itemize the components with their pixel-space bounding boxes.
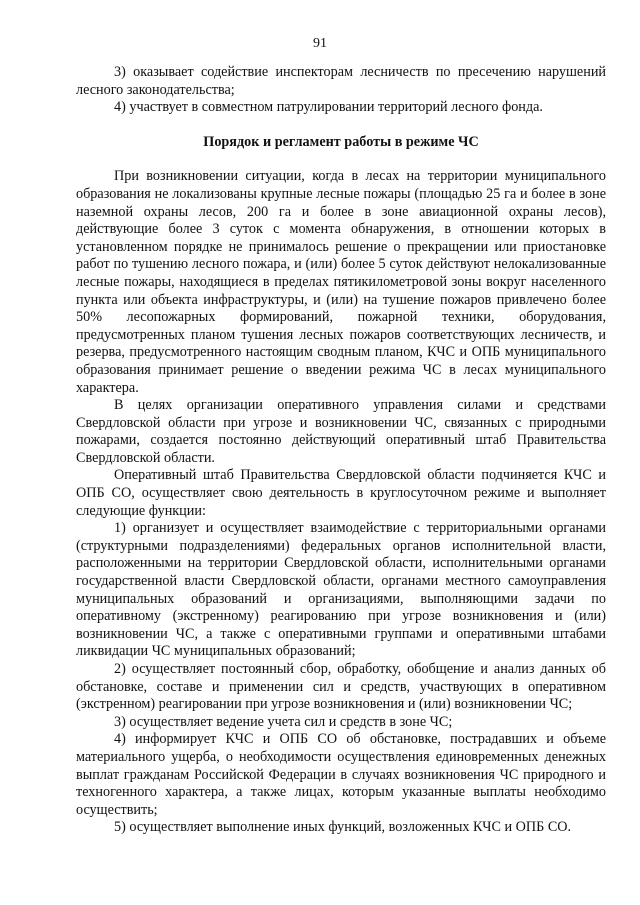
paragraph-emergency-regime: При возникновении ситуации, когда в лесах на территории муниципального образования не локализованы крупные лесные пожары (площадью 25 га и более в зоне наземной охраны лесов, 200 га и более в зоне авиационной охраны лесов), действующие более 3 суток с момента обнаружения, в отношении которых в установленном порядке не принималось решение о прекращении или приостановке работ по тушению лесного пожара, и (или) более 5 суток действуют нелокализованные лесные пожары, находящиеся в пределах пятикилометровой зоны вокруг населенного пункта или объекта инфраструктуры, и (или) на тушение пожаров привлечено более 50% лесопожарных формирований, пожарной техники, оборудования, предусмотренных планом тушения лесных пожаров соответствующих лесничеств, и резерва, предусмотренного настоящим сводным планом, КЧС и ОПБ муниципального образования принимает решение о введении режима ЧС в лесах муниципального характера. bbox=[76, 168, 606, 396]
function-item-2: 2) осуществляет постоянный сбор, обработку, обобщение и анализ данных об обстановке, составе и применении сил и средств, участвующих в оперативном (экстренном) реагировании при угрозе возникновения и (или) возникновении ЧС; bbox=[76, 661, 606, 713]
function-item-3: 3) осуществляет ведение учета сил и средств в зоне ЧС; bbox=[114, 713, 453, 730]
page-number: 91 bbox=[313, 36, 327, 51]
function-item-1: 1) организует и осуществляет взаимодействие с территориальными органами (структурными подразделениями) федеральных органов исполнительной власти, расположенными на территории Свердловской области, исполнительными органами государственной власти Свердловской области, органами местного самоуправления муниципальных образований и организациями, выполняющими задачи по оперативному (экстренному) реагированию при угрозе возникновения и (или) возникновении ЧС, а также с оперативными группами и оперативными штабами ликвидации ЧС муниципальных образований; bbox=[76, 520, 606, 660]
paragraph-headquarters-functions: Оперативный штаб Правительства Свердловской области подчиняется КЧС и ОПБ СО, осуществляет свою деятельность в круглосуточном режиме и выполняет следующие функции: bbox=[76, 467, 606, 519]
document-body bbox=[76, 64, 606, 837]
list-item-3: 3) оказывает содействие инспекторам лесничеств по пресечению нарушений лесного законодательства; bbox=[76, 64, 606, 98]
function-item-4: 4) информирует КЧС и ОПБ СО об обстановке, пострадавших и объеме материального ущерба, о необходимости осуществления единовременных денежных выплат гражданам Российской Федерации в случаях возникновения ЧС природного и техногенного характера, а также лицах, которым указанные выплаты необходимо осуществить; bbox=[76, 731, 606, 818]
list-item-4: 4) участвует в совместном патрулировании территорий лесного фонда. bbox=[114, 99, 543, 116]
section-title: Порядок и регламент работы в режиме ЧС bbox=[203, 133, 479, 150]
paragraph-operational-headquarters: В целях организации оперативного управления силами и средствами Свердловской области при угрозе и возникновении ЧС, связанных с природными пожарами, создается постоянно действующий оперативный штаб Правительства Свердловской области. bbox=[76, 397, 606, 466]
function-item-5: 5) осуществляет выполнение иных функций, возложенных КЧС и ОПБ СО. bbox=[114, 819, 572, 836]
